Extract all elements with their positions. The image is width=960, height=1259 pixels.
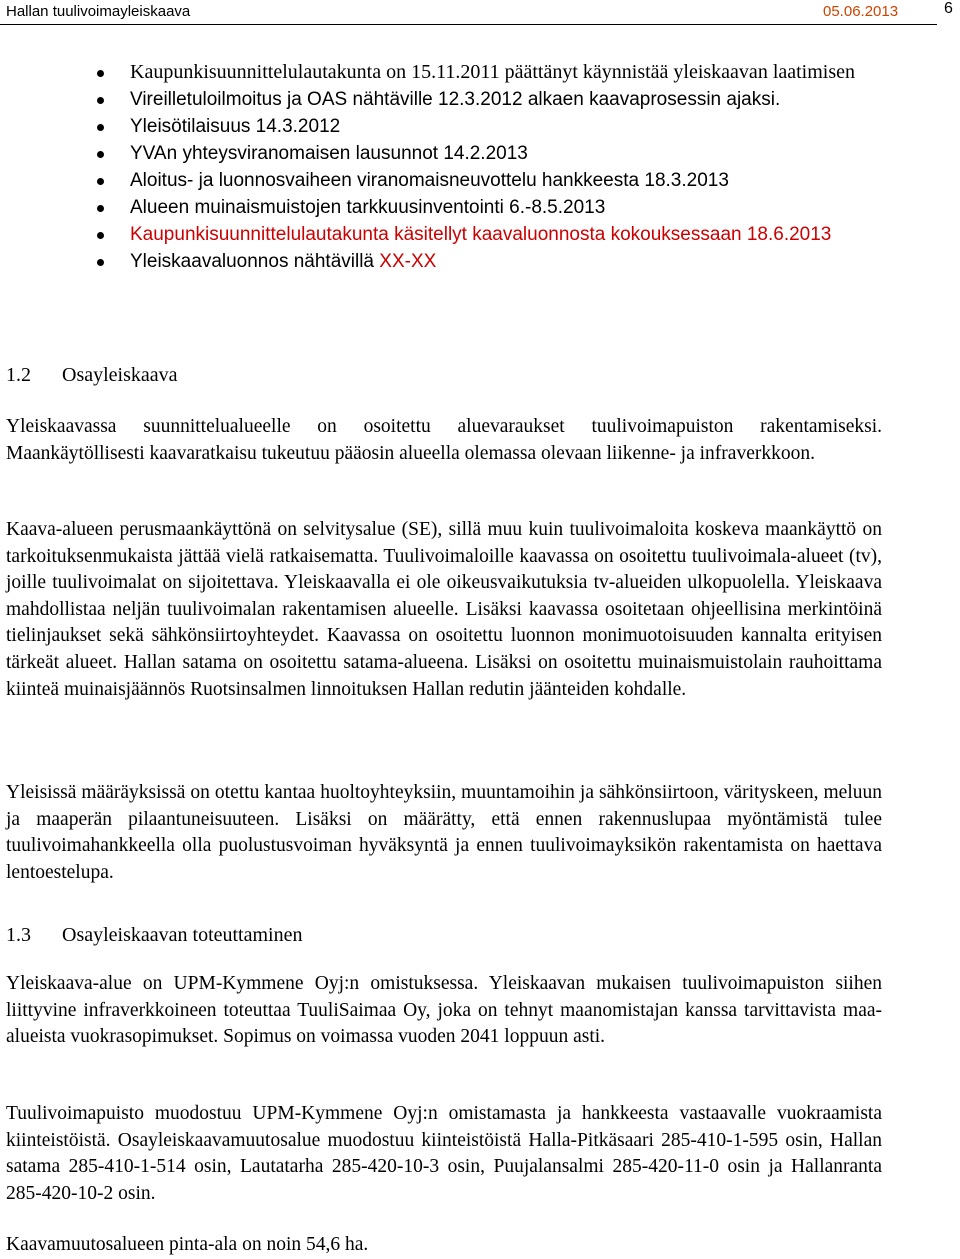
bullet-item: YVAn yhteysviranomaisen lausunnot 14.2.2013 <box>96 140 916 167</box>
paragraph: Yleiskaavassa suunnittelualueelle on osoitettu aluevaraukset tuulivoimapuiston rakentamiseksi. Maankäytöllisesti kaavaratkaisu tukeutuu pääosin alueella olemassa olevaan liikenne- ja infraverkkoon. <box>6 416 882 464</box>
bullet-item: Vireilletuloilmoitus ja OAS nähtäville 12.3.2012 alkaen kaavaprosessin ajaksi. <box>96 86 916 113</box>
process-bullet-list <box>96 59 916 275</box>
section-heading-1-3 <box>6 922 302 949</box>
document-title: Hallan tuulivoimayleiskaava <box>6 3 191 20</box>
page-number: 6 <box>944 0 953 17</box>
paragraph: Yleiskaava-alue on UPM-Kymmene Oyj:n omistuksessa. Yleiskaavan mukaisen tuulivoimapuiston siihen liittyvine infraverkkoineen toteuttaa TuuliSaimaa Oy, joka on tehnyt maanomistajan kanssa tarvittavista maa-alueista vuokrasopimukset. Sopimus on voimassa vuoden 2041 loppuun asti. <box>6 973 882 1048</box>
paragraph: Yleisissä määräyksissä on otettu kantaa huoltoyhteyksiin, muuntamoihin ja sähkönsiirtoon, värityskeen, meluun ja maaperän pilaantuneisuuteen. Lisäksi on määrätty, että ennen rakennuslupaa myöntämistä tulee tuulivoimahankkeella olla puolustusvoiman hyväksyntä ja ennen tuulivoimayksikön rakentamista on haettava lentoestelupa. <box>6 782 882 883</box>
bullet-item: Kaupunkisuunnittelulautakunta käsitellyt kaavaluonnosta kokouksessaan 18.6.2013 <box>96 221 916 248</box>
section-number: 1.2 <box>6 364 31 386</box>
paragraph: Tuulivoimapuisto muodostuu UPM-Kymmene Oyj:n omistamasta ja hankkeesta vastaavalle vuokraamista kiinteistöistä. Osayleiskaavamuutosalue muodostuu kiinteistöistä Halla-Pitkäsaari 285-410-1-595 osin, Hallan satama 285-410-1-514 osin, Lautatarha 285-420-10-3 osin, Puujalansalmi 285-420-11-0 osin ja Hallanranta 285-420-10-2 osin. <box>6 1103 882 1204</box>
bullet-item: Kaupunkisuunnittelulautakunta on 15.11.2011 päättänyt käynnistää yleiskaavan laatimisen <box>96 59 916 86</box>
bullet-item: Yleisötilaisuus 14.3.2012 <box>96 113 916 140</box>
paragraph: Kaavamuutosalueen pinta-ala on noin 54,6 ha. <box>6 1234 369 1255</box>
section-heading-1-2 <box>6 362 178 389</box>
bullet-text: Yleiskaavaluonnos nähtävillä <box>130 251 374 272</box>
paragraph: Kaava-alueen perusmaankäyttönä on selvitysalue (SE), sillä muu kuin tuulivoimaloita koskeva maankäyttö on tarkoituksenmukaista jättää vielä ratkaisematta. Tuulivoimaloille kaavassa on osoitettu tuulivoimala-alueet (tv), joille tuulivoimalat on sijoitettava. Yleiskaavalla ei ole oikeusvaikutuksia tv-alueiden ulkopuolella. Yleiskaava mahdollistaa neljän tuulivoimalan rakentamisen alueelle. Lisäksi kaavassa osoitetaan ohjeellisina merkintöinä tielinjaukset sekä sähkönsiirtoyhteydet. Kaavassa on osoitettu luonnon monimuotoisuuden kannalta erityisen tärkeät alueet. Hallan satama on osoitettu satama-alueena. Lisäksi on osoitettu muinaismuistolain rauhoittama kiinteä muinaisjäännös Ruotsinsalmen linnoituksen Hallan redutin jäänteiden kohdalle. <box>6 519 882 700</box>
date-placeholder: XX-XX <box>379 251 437 272</box>
page-header <box>0 0 960 28</box>
document-date: 05.06.2013 <box>823 3 899 20</box>
section-number: 1.3 <box>6 924 31 946</box>
bullet-item: Aloitus- ja luonnosvaiheen viranomaisneuvottelu hankkeesta 18.3.2013 <box>96 167 916 194</box>
bullet-item <box>96 248 916 275</box>
bullet-item: Alueen muinaismuistojen tarkkuusinventointi 6.-8.5.2013 <box>96 194 916 221</box>
section-title: Osayleiskaava <box>62 364 178 386</box>
header-divider <box>0 24 937 25</box>
section-title: Osayleiskaavan toteuttaminen <box>62 924 303 946</box>
